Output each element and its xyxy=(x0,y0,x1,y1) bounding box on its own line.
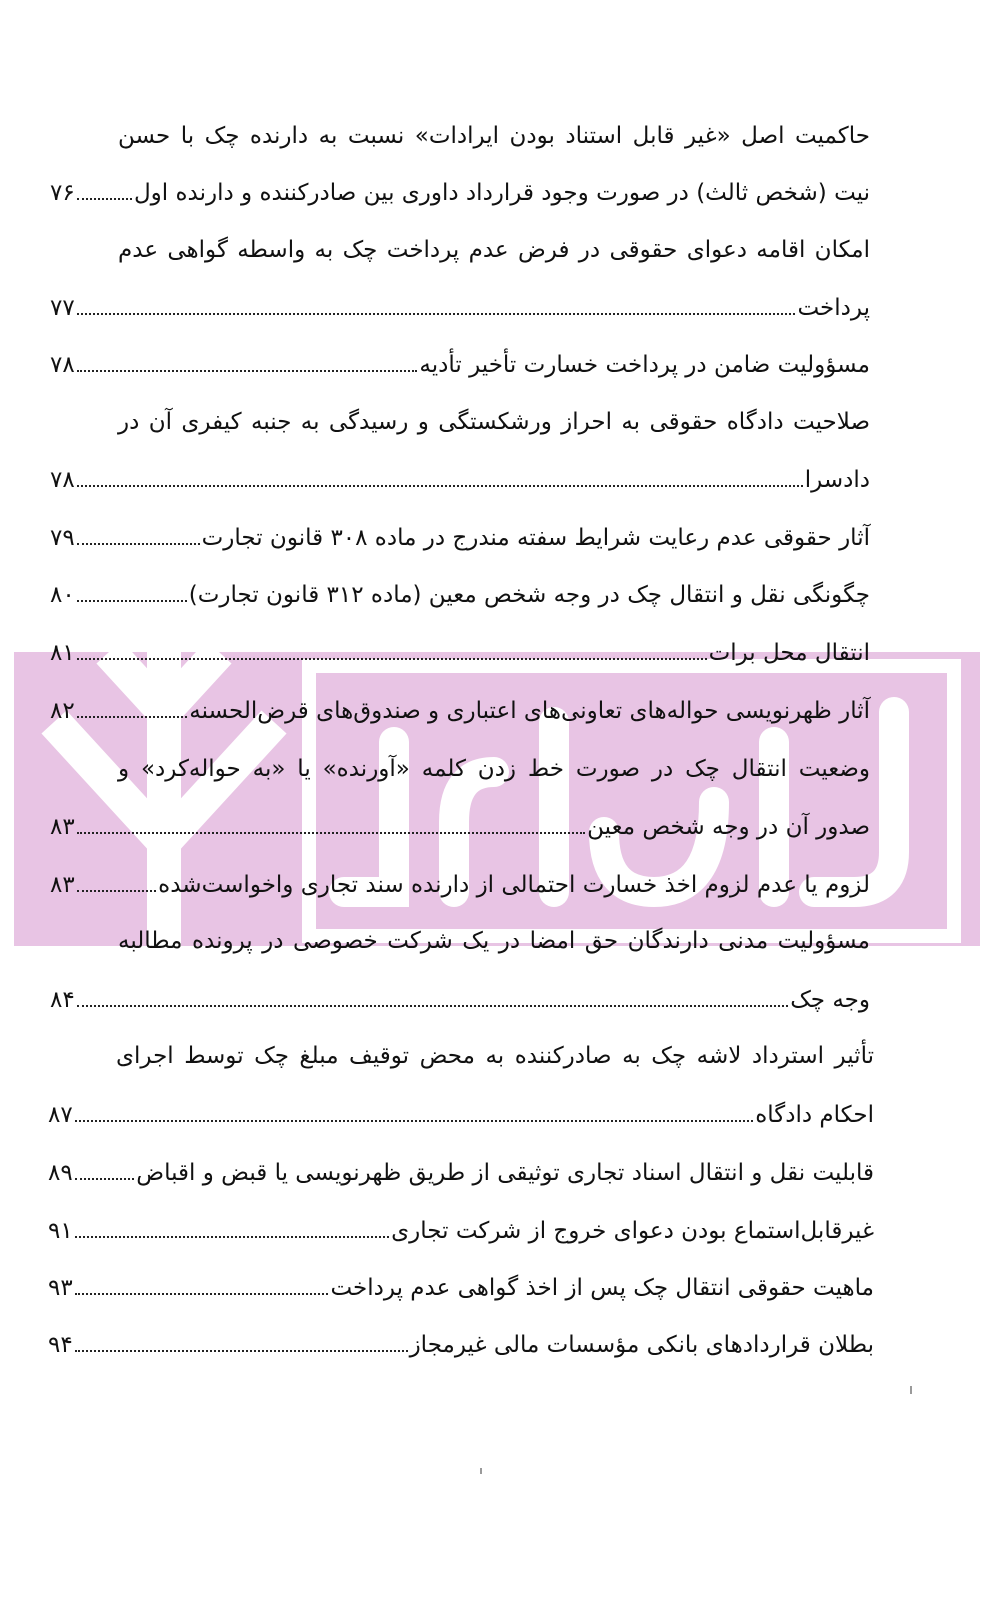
dot-leader xyxy=(75,1267,329,1295)
toc-page-number: ۸۰ xyxy=(50,582,75,608)
dot-leader xyxy=(77,690,188,718)
dot-leader xyxy=(77,979,789,1007)
toc-entry-title-line: مسؤولیت مدنی دارندگان حق امضا در یک شرکت خصوصی در پرونده مطالبه xyxy=(118,928,870,954)
toc-entry-title-line: غیرقابل‌استماع بودن دعوای خروج از شرکت تجاری xyxy=(391,1218,874,1244)
dot-leader xyxy=(77,287,796,315)
toc-entry-last-line xyxy=(50,344,870,384)
toc-entry-last-line xyxy=(48,1152,874,1192)
toc-entry-title-line: تأثیر استرداد لاشه چک به صادرکننده به محض توقیف مبلغ چک توسط اجرای xyxy=(116,1043,874,1069)
toc-page-number: ۸۱ xyxy=(50,640,75,666)
toc-entry-title-line: ماهیت حقوقی انتقال چک پس از اخذ گواهی عدم پرداخت xyxy=(330,1275,874,1301)
toc-entry-title-line: پرداخت xyxy=(797,295,870,321)
dot-leader xyxy=(77,632,707,660)
toc-entry-last-line xyxy=(50,459,870,499)
toc-entry-title-line: وضعیت انتقال چک در صورت خط زدن کلمه «آورنده» یا «به حواله‌کرد» و xyxy=(118,756,870,782)
toc-entry-last-line xyxy=(50,979,870,1019)
toc-page-number: ۷۸ xyxy=(50,352,75,378)
toc-page-number: ۷۶ xyxy=(50,180,75,206)
toc-entry-title-line: احکام دادگاه xyxy=(755,1102,874,1128)
dot-leader xyxy=(77,172,132,200)
toc-page-number: ۸۲ xyxy=(50,698,75,724)
toc-page-number: ۸۳ xyxy=(50,814,75,840)
toc-entry-title-line: نیت (شخص ثالث) در صورت وجود قرارداد داوری بین صادرکننده و دارنده اول xyxy=(133,180,870,206)
toc-entry-last-line xyxy=(48,1094,874,1134)
toc-entry-title-line: لزوم یا عدم لزوم اخذ خسارت احتمالی از دارنده سند تجاری واخواست‌شده xyxy=(158,872,870,898)
toc-entry-last-line xyxy=(50,574,870,614)
toc-entry-title-line: دادسرا xyxy=(804,467,870,493)
toc-entry-title-line: صلاحیت دادگاه حقوقی به احراز ورشکستگی و رسیدگی به جنبه کیفری آن در xyxy=(118,409,870,435)
toc-entry-title-line: حاکمیت اصل «غیر قابل استناد بودن ایرادات» نسبت به دارنده چک با حسن xyxy=(118,123,870,149)
toc-entry-last-line xyxy=(50,517,870,557)
dot-leader xyxy=(75,1152,135,1180)
toc-entry-last-line xyxy=(48,1267,874,1307)
toc-page-number: ۹۴ xyxy=(48,1332,73,1358)
toc-page-number: ۷۷ xyxy=(50,295,75,321)
dot-leader xyxy=(77,864,156,892)
toc-entry-last-line xyxy=(50,864,870,904)
toc-entry-last-line xyxy=(50,172,870,212)
toc-page-number: ۸۷ xyxy=(48,1102,73,1128)
dot-leader xyxy=(75,1324,408,1352)
dot-leader xyxy=(77,517,200,545)
toc-page-number: ۸۳ xyxy=(50,872,75,898)
toc-entry-title-line: بطلان قراردادهای بانکی مؤسسات مالی غیرمجاز xyxy=(409,1332,874,1358)
toc-entry-title-line: قابلیت نقل و انتقال اسناد تجاری توثیقی از طریق ظهرنویسی یا قبض و اقباض xyxy=(136,1160,874,1186)
toc-entry-title-line: آثار ظهرنویسی حواله‌های تعاونی‌های اعتباری و صندوق‌های قرض‌الحسنه xyxy=(189,698,870,724)
toc-entry-last-line xyxy=(50,632,870,672)
toc-page-number: ۸۹ xyxy=(48,1160,73,1186)
toc-entry-last-line xyxy=(50,690,870,730)
toc-entry-title-line: آثار حقوقی عدم رعایت شرایط سفته مندرج در ماده ۳۰۸ قانون تجارت xyxy=(201,525,870,551)
dot-leader xyxy=(77,344,418,372)
toc-entry-title-line: مسؤولیت ضامن در پرداخت خسارت تأخیر تأدیه xyxy=(419,352,870,378)
toc-entry-last-line xyxy=(48,1324,874,1364)
dot-leader xyxy=(77,806,585,834)
dot-leader xyxy=(75,1094,754,1122)
dot-leader xyxy=(77,459,803,487)
dot-leader xyxy=(77,574,187,602)
toc-entry-title-line: چگونگی نقل و انتقال چک در وجه شخص معین (ماده ۳۱۲ قانون تجارت) xyxy=(188,582,870,608)
toc-page-number: ۷۸ xyxy=(50,467,75,493)
toc-page-number: ۸۴ xyxy=(50,987,75,1013)
toc-entry-last-line xyxy=(50,806,870,846)
toc-entry-last-line xyxy=(50,287,870,327)
toc-page-number: ۹۱ xyxy=(48,1218,73,1244)
toc-page-number: ۷۹ xyxy=(50,525,75,551)
toc-entry-title-line: انتقال محل برات xyxy=(708,640,870,666)
toc-page-number: ۹۳ xyxy=(48,1275,73,1301)
dot-leader xyxy=(75,1210,389,1238)
toc-entry-title-line: صدور آن در وجه شخص معین xyxy=(587,814,870,840)
toc-entry-title-line: وجه چک xyxy=(790,987,870,1013)
toc-entry-last-line xyxy=(48,1210,874,1250)
toc-entry-title-line: امکان اقامه دعوای حقوقی در فرض عدم پرداخت چک به واسطه گواهی عدم xyxy=(118,237,870,263)
